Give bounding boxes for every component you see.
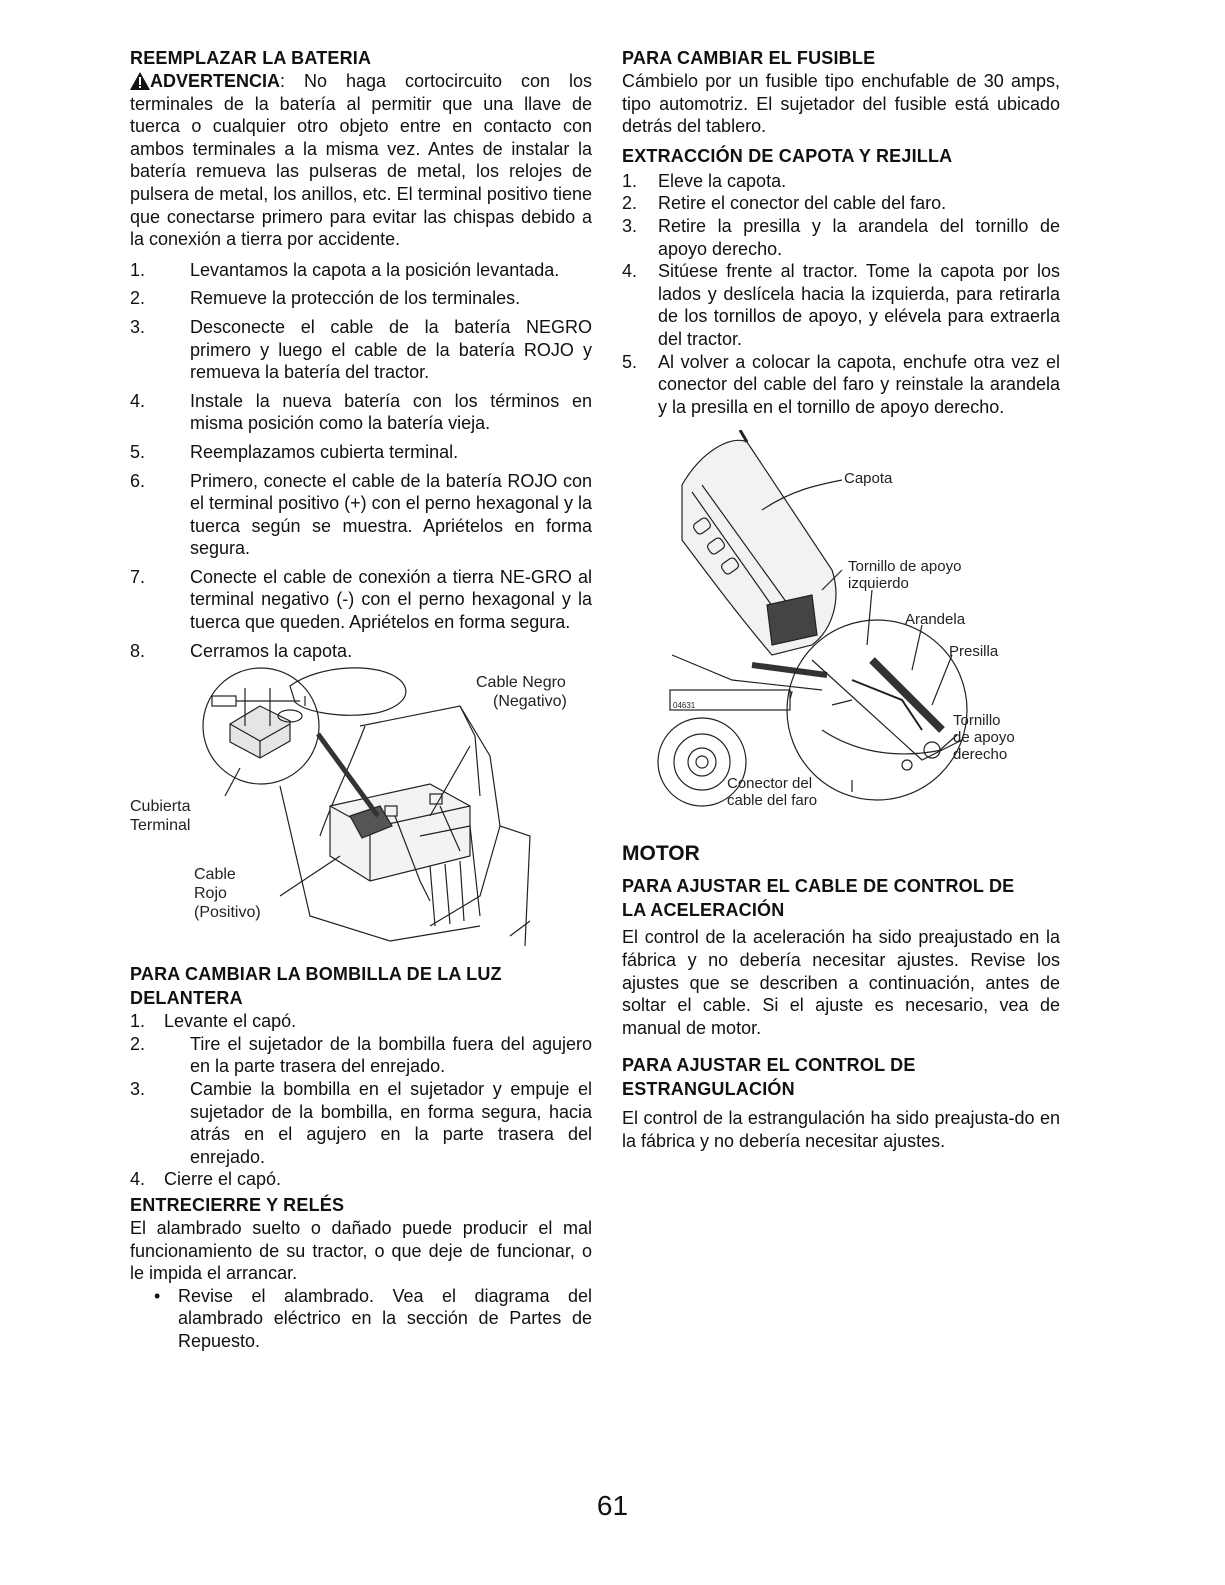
- label-negativo: (Negativo): [493, 693, 567, 711]
- bullet-icon: •: [154, 1285, 161, 1306]
- list-item: 5. Al volver a colocar la capota, enchufe otra vez el conector del cable del faro y reinstale la arandela y la presilla en el tornillo de apoyo derecho.: [622, 351, 1060, 417]
- label-cubierta: Cubierta: [130, 798, 191, 816]
- relays-heading: ENTRECIERRE Y RELÉS: [130, 1195, 345, 1215]
- list-item: 1. Eleve la capota.: [622, 170, 787, 191]
- list-item: 7. Conecte el cable de conexión a tierra NE-GRO al terminal negativo (-) con el perno hexagonal y la tuerca que queden. Apriételos en forma segura.: [130, 566, 592, 633]
- fuse-text: Cámbielo por un fusible tipo enchufable de 30 amps, tipo automotriz. El sujetador del fusible está ubicado detrás del tablero.: [622, 71, 1060, 137]
- label-tornillo-der: Tornillo de apoyo derecho: [953, 712, 1015, 764]
- left-column: [130, 46, 592, 1353]
- label-presilla: Presilla: [949, 643, 999, 661]
- label-rojo: Rojo: [194, 885, 227, 903]
- bulb-steps: [130, 1010, 592, 1191]
- label-positivo: (Positivo): [194, 904, 261, 922]
- list-item: 3. Retire la presilla y la arandela del tornillo de apoyo derecho.: [622, 215, 1060, 259]
- battery-steps: [130, 259, 592, 663]
- list-item: 5. Reemplazamos cubierta terminal.: [130, 441, 459, 462]
- label-conector: Conector del cable del faro: [727, 775, 818, 810]
- battery-warning: [130, 70, 592, 251]
- warning-text: : No haga cortocircuito con los terminales de la batería al permitir que una llave de tuerca o cualquier otro objeto entre en contacto con ambos terminales a la misma vez. Antes de instalar la batería remueva las pulseras de metal, los relojes de pulsera de metal, los anillos, etc. El terminal positivo tiene que conectarse primero para evitar las chispas debido a la conexión a tierra por accidente.: [130, 71, 592, 250]
- battery-heading: REEMPLAZAR LA BATERIA: [130, 48, 372, 68]
- hood-steps: [622, 170, 1060, 419]
- list-item: 2. Retire el conector del cable del faro.: [622, 193, 947, 214]
- label-capota: Capota: [844, 470, 893, 488]
- list-item: 1. Levante el capó.: [130, 1011, 297, 1032]
- list-item: 2. Remueve la protección de los terminales.: [130, 288, 521, 309]
- page-number: 61: [596, 1490, 629, 1521]
- list-item: 4. Cierre el capó.: [130, 1169, 282, 1190]
- fuse-heading: PARA CAMBIAR EL FUSIBLE: [622, 48, 876, 68]
- list-item: 2. Tire el sujetador de la bombilla fuera del agujero en la parte trasera del enrejado.: [130, 1033, 592, 1077]
- list-item: 1. Levantamos la capota a la posición levantada.: [130, 259, 560, 280]
- motor-heading: MOTOR: [622, 842, 700, 866]
- throttle-text: El control de la aceleración ha sido preajustado en la fábrica y no debería necesitar ajustes. Revise los ajustes que se describen a continuación, antes de soltar el cable. Si el ajuste es necesario, vea de manual de motor.: [622, 927, 1060, 1038]
- list-item: 3. Cambie la bombilla en el sujetador y empuje el sujetador de la bombilla, en forma segura, hacia atrás en el agujero en la parte trasera del enrejado.: [130, 1079, 592, 1167]
- list-item: • Revise el alambrado. Vea el diagrama del alambrado eléctrico en la sección de Partes de Repuesto.: [154, 1285, 592, 1351]
- label-terminal: Terminal: [130, 817, 191, 835]
- label-cable: Cable: [194, 866, 236, 884]
- battery-diagram: [130, 666, 592, 956]
- label-tornillo-izq: Tornillo de apoyo izquierdo: [848, 558, 962, 593]
- throttle-heading: PARA AJUSTAR EL CABLE DE CONTROL DE LA ACELERACIÓN: [622, 876, 1015, 921]
- label-cable-negro: Cable Negro: [476, 674, 566, 692]
- relays-text: El alambrado suelto o dañado puede producir el mal funcionamiento de su tractor, o que deje de funcionar, o le impida el arrancar.: [130, 1218, 592, 1284]
- list-item: 8. Cerramos la capota.: [130, 640, 353, 661]
- list-item: 4. Instale la nueva batería con los términos en misma posición como la batería vieja.: [130, 390, 592, 434]
- relays-list: [130, 1285, 592, 1353]
- hood-diagram: [622, 430, 1060, 840]
- warning-triangle-icon: [130, 72, 150, 90]
- list-item: 3. Desconecte el cable de la batería NEGRO primero y luego el cable de la batería ROJO y remueva la batería del tractor.: [130, 316, 592, 383]
- right-column: [622, 46, 1060, 1152]
- list-item: 6. Primero, conecte el cable de la batería ROJO con el terminal positivo (+) con el perno hexagonal y la tuerca según se muestra. Apriételos en forma segura.: [130, 470, 592, 559]
- warning-label: ADVERTENCIA: [150, 71, 281, 91]
- label-arandela: Arandela: [905, 611, 966, 629]
- choke-heading: PARA AJUSTAR EL CONTROL DE ESTRANGULACIÓN: [622, 1055, 916, 1100]
- hood-illustration: [622, 430, 1060, 840]
- hood-heading: EXTRACCIÓN DE CAPOTA Y REJILLA: [622, 145, 953, 166]
- bulb-heading: PARA CAMBIAR LA BOMBILLA DE LA LUZ DELANTERA: [130, 964, 502, 1009]
- part-code: 04631: [673, 701, 696, 711]
- choke-text: El control de la estrangulación ha sido preajusta-do en la fábrica y no debería necesitar ajustes.: [622, 1108, 1060, 1151]
- list-item: 4. Sitúese frente al tractor. Tome la capota por los lados y deslícela hacia la izquierda, para retirarla de los tornillos de apoyo, y elévela para extraerla del tractor.: [622, 261, 1060, 349]
